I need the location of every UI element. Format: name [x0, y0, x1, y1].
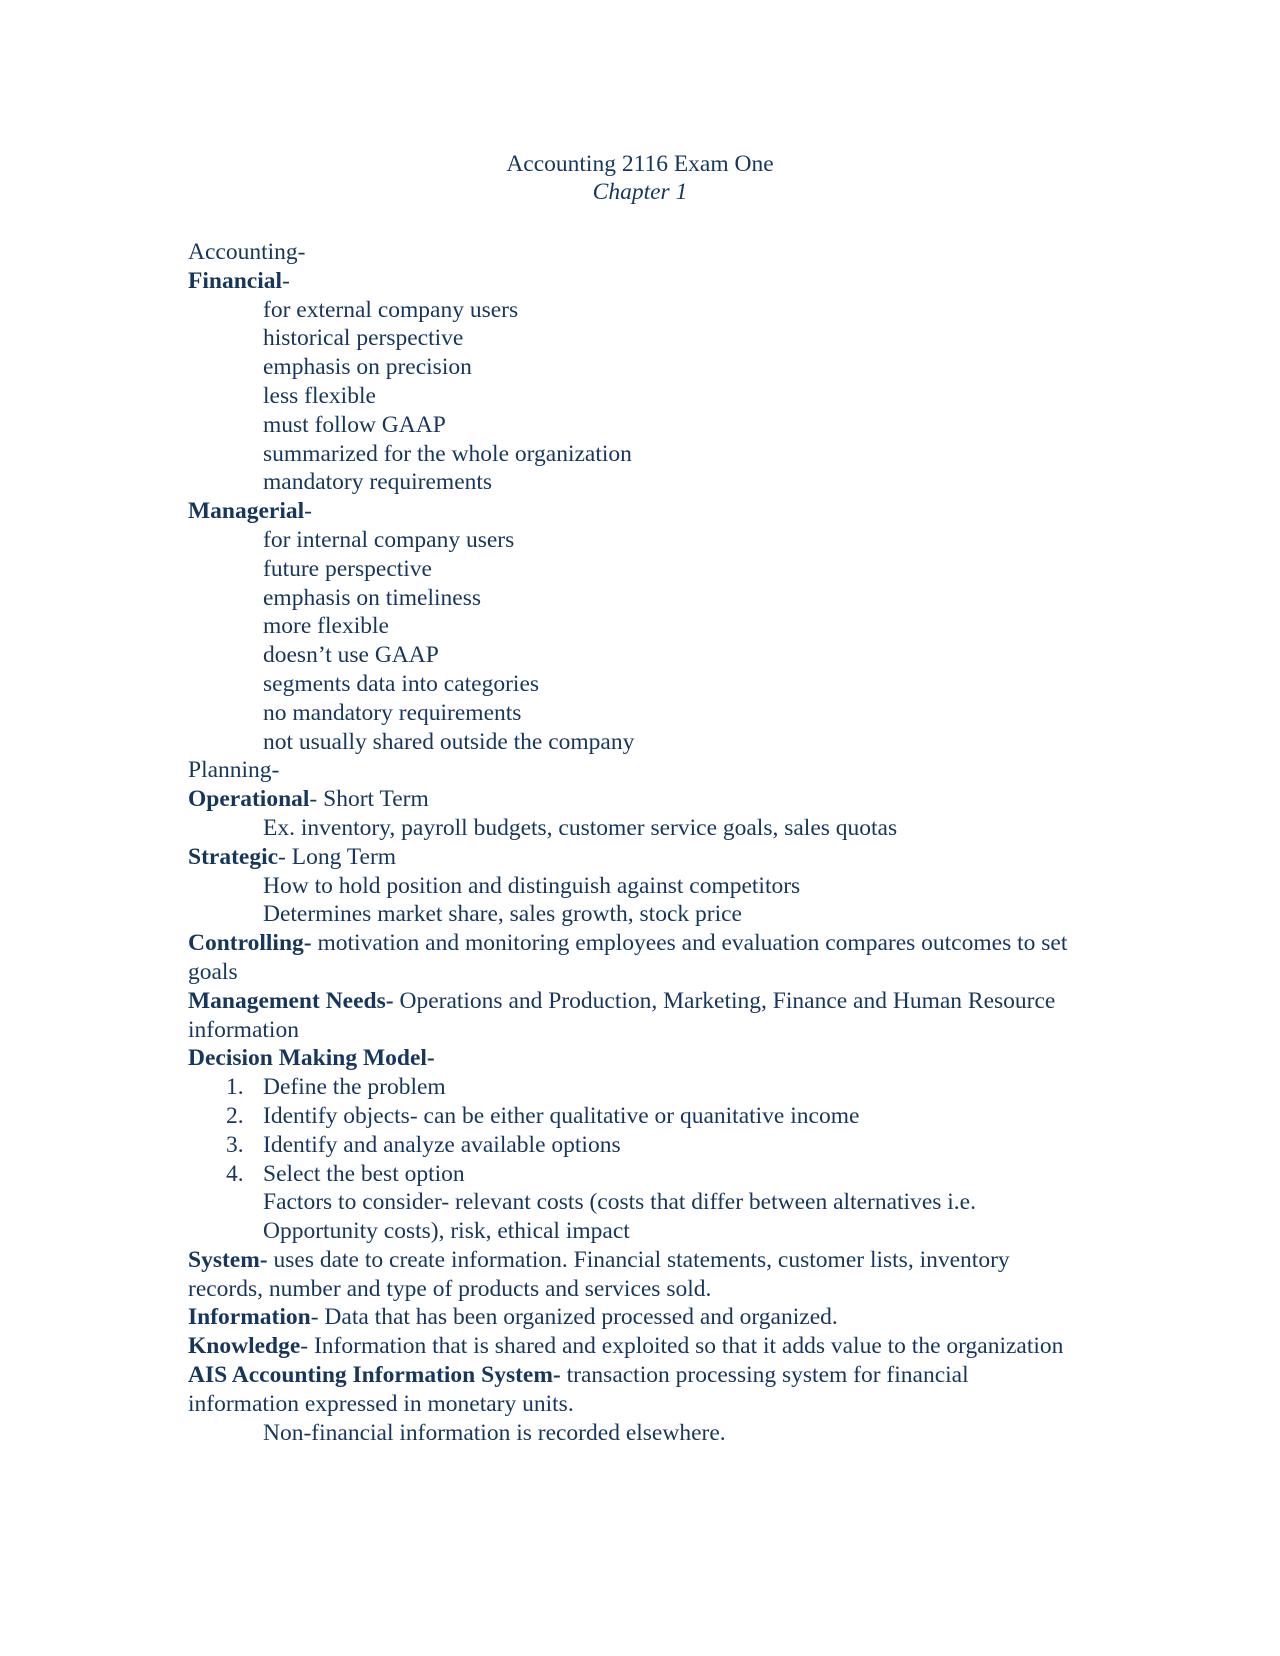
list-item: doesn’t use GAAP [263, 642, 439, 669]
numbered-item [188, 1073, 1068, 1102]
controlling-text: motivation and monitoring employees and evaluation compares outcomes to set goals [188, 930, 1068, 985]
ais-text: transaction processing system for financial information expressed in monetary units. [188, 1362, 969, 1417]
list-item: less flexible [263, 382, 376, 409]
item-text: Identify objects- can be either qualitative or quanitative income [263, 1102, 860, 1129]
list-item: must follow GAAP [263, 411, 446, 438]
knowledge-term: Knowledge [188, 1333, 301, 1360]
strategic-heading [188, 843, 1068, 872]
accounting-heading: Accounting- [188, 239, 306, 265]
financial-dash: - [282, 267, 290, 294]
list-item: not usually shared outside the company [263, 728, 635, 755]
item-number: 1. [226, 1074, 244, 1101]
list-item: summarized for the whole organization [263, 440, 632, 467]
operational-example: Ex. inventory, payroll budgets, customer service goals, sales quotas [263, 814, 898, 841]
list-item: future perspective [263, 555, 432, 582]
decision-model-heading: Decision Making Model- [188, 1045, 435, 1072]
planning-heading: Planning- [188, 757, 280, 784]
document-body [188, 238, 1068, 1447]
list-item: segments data into categories [263, 670, 540, 697]
information-text: - Data that has been organized processed and organized. [310, 1304, 838, 1331]
list-item: How to hold position and distinguish against competitors [263, 872, 801, 899]
decision-factors: Factors to consider- relevant costs (costs that differ between alternatives i.e. Opportunity costs), risk, ethical impact [263, 1189, 976, 1245]
list-item: emphasis on timeliness [263, 584, 482, 611]
strategic-term: Strategic [188, 843, 279, 870]
item-text: Identify and analyze available options [263, 1131, 621, 1158]
operational-term: Operational [188, 786, 310, 813]
management-needs-paragraph [188, 987, 1068, 1045]
item-number: 4. [226, 1160, 244, 1187]
ais-note: Non-financial information is recorded elsewhere. [263, 1419, 726, 1446]
item-number: 2. [226, 1102, 244, 1129]
managerial-heading [188, 497, 1068, 526]
list-item: for internal company users [263, 526, 515, 553]
controlling-paragraph [188, 929, 1068, 987]
numbered-item [188, 1160, 1068, 1189]
information-paragraph [188, 1303, 1068, 1332]
operational-text: - Short Term [309, 786, 429, 813]
controlling-term: Controlling- [188, 930, 312, 957]
strategic-text: - Long Term [278, 843, 397, 870]
item-text: Select the best option [263, 1160, 465, 1187]
list-item: emphasis on precision [263, 354, 472, 381]
financial-heading [188, 267, 1068, 296]
list-item: for external company users [263, 296, 519, 323]
list-item: more flexible [263, 613, 389, 640]
system-paragraph [188, 1246, 1068, 1304]
document-title: Accounting 2116 Exam One [506, 151, 774, 177]
knowledge-text: - Information that is shared and exploited so that it adds value to the organization [300, 1333, 1064, 1360]
knowledge-paragraph [188, 1332, 1068, 1361]
managerial-dash: - [304, 498, 312, 525]
list-item: mandatory requirements [263, 469, 493, 496]
system-text: uses date to create information. Financial statements, customer lists, inventory records, number and type of products and services sold. [188, 1246, 1010, 1302]
numbered-item [188, 1102, 1068, 1131]
numbered-item [188, 1131, 1068, 1160]
information-term: Information [188, 1304, 311, 1331]
managerial-term: Managerial [188, 498, 305, 525]
management-needs-text: Operations and Production, Marketing, Finance and Human Resource information [188, 987, 1056, 1043]
chapter-subtitle: Chapter 1 [592, 179, 688, 205]
management-needs-term: Management Needs- [188, 987, 394, 1014]
list-item: historical perspective [263, 325, 464, 352]
ais-paragraph [188, 1361, 1068, 1419]
ais-term: AIS Accounting Information System- [188, 1362, 561, 1389]
item-number: 3. [226, 1131, 244, 1158]
financial-term: Financial [188, 267, 283, 294]
system-term: System- [188, 1246, 268, 1273]
list-item: no mandatory requirements [263, 699, 522, 726]
operational-heading [188, 785, 1068, 814]
item-text: Define the problem [263, 1074, 446, 1101]
list-item: Determines market share, sales growth, stock price [263, 901, 742, 928]
